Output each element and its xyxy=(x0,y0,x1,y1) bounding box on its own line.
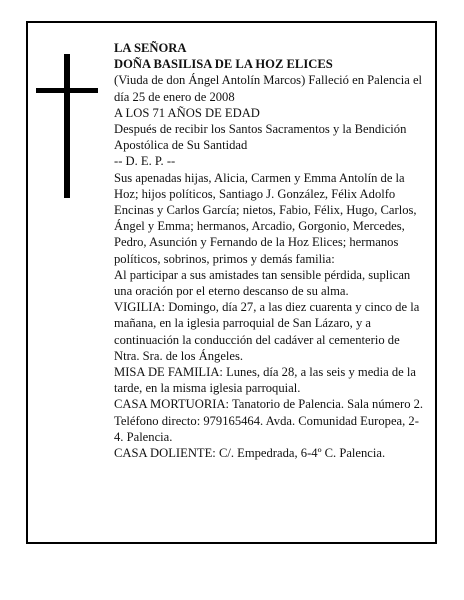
death-notice: (Viuda de don Ángel Antolín Marcos) Falleció en Palencia el día 25 de enero de 2008 xyxy=(114,73,423,104)
vigil-info: VIGILIA: Domingo, día 27, a las diez cuarenta y cinco de la mañana, en la iglesia parroquial de San Lázaro, y a continuación la conducción del cadáver al cementerio de Ntra. Sra. de los Ángeles. xyxy=(114,300,420,363)
obituary-text xyxy=(114,40,426,461)
rip-line: -- D. E. P. -- xyxy=(114,154,176,169)
obituary-heading: LA SEÑORA xyxy=(114,41,187,55)
sacraments-line: Después de recibir los Santos Sacramentos y la Bendición Apostólica de Su Santidad xyxy=(114,122,407,153)
cross-horizontal-bar xyxy=(36,88,98,93)
cross-vertical-bar xyxy=(64,54,70,198)
funeral-home-info: CASA MORTUORIA: Tanatorio de Palencia. Sala número 2. Teléfono directo: 979165464. Avda. Comunidad Europea, 2-4. Palencia. xyxy=(114,397,424,444)
family-home-info: CASA DOLIENTE: C/. Empedrada, 6-4º C. Palencia. xyxy=(114,446,386,461)
cross-icon xyxy=(36,54,98,198)
family-paragraph: Sus apenadas hijas, Alicia, Carmen y Emma Antolín de la Hoz; hijos políticos, Santiago J. González, Félix Adolfo Encinas y Carlos García; nietos, Fabio, Félix, Hugo, Carlos, Ángel y Emma; hermanos, Arcadio, Gorgonio, Mercedes, Pedro, Asunción y Fernando de la Hoz Elices; hermanos políticos, sobrinos, primos y demás familia: xyxy=(114,170,417,266)
prayer-request: Al participar a sus amistades tan sensible pérdida, suplican una oración por el eterno descanso de su alma. xyxy=(114,267,411,299)
funeral-mass-info: MISA DE FAMILIA: Lunes, día 28, a las seis y media de la tarde, en la misma iglesia parroquial. xyxy=(114,365,416,396)
age-line: A LOS 71 AÑOS DE EDAD xyxy=(114,105,260,120)
deceased-name: DOÑA BASILISA DE LA HOZ ELICES xyxy=(114,57,333,72)
